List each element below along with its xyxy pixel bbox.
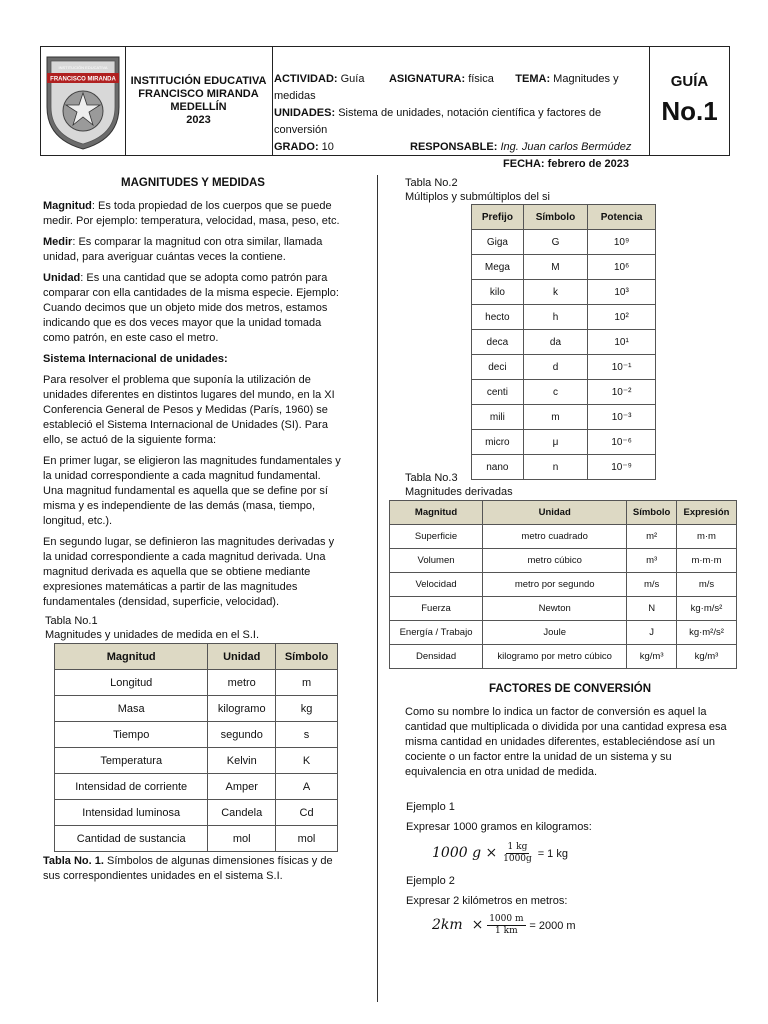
institution-city: MEDELLÍN — [170, 101, 227, 113]
left-column — [43, 176, 343, 616]
table-derived-magnitudes — [389, 500, 737, 669]
table-cell: k — [523, 280, 587, 305]
column-divider — [377, 175, 378, 1002]
table-cell: 10⁻⁹ — [588, 455, 656, 480]
example-1-equation — [432, 842, 736, 865]
fraction-numerator: 1000 m — [489, 914, 524, 924]
paragraph: Para resolver el problema que suponía la utilización de unidades diferentes en distintos lugares del mundo, en la XI Conferencia General de Pesos y Medidas (París, 1960) se estableció el Sistema Internacional de Unidades (SI). Para ello, se actuó de la siguiente forma: — [43, 374, 335, 446]
table-header-row — [390, 501, 737, 525]
example-text: Expresar 1000 gramos en kilogramos: — [406, 821, 592, 833]
table-cell: Amper — [208, 774, 276, 800]
table-row — [55, 722, 338, 748]
responsable-value: Ing. Juan carlos Bermúdez — [500, 141, 632, 153]
fraction — [501, 842, 534, 865]
table-row — [472, 380, 656, 405]
table-cell: Masa — [55, 696, 208, 722]
grado-value: 10 — [321, 141, 334, 153]
table-cell: K — [276, 748, 338, 774]
tema-value: Magnitudes y medidas — [274, 73, 619, 102]
table-cell: m — [276, 670, 338, 696]
fecha-label: FECHA: — [503, 158, 545, 170]
table-cell: Joule — [483, 621, 627, 645]
table-row — [390, 645, 737, 669]
table-cell: 10⁻¹ — [588, 355, 656, 380]
table-cell: kg·m²/s² — [676, 621, 736, 645]
term: Unidad — [43, 272, 81, 284]
table-cell: m/s — [676, 573, 736, 597]
table-cell: m/s — [627, 573, 677, 597]
table-cell: hecto — [472, 305, 524, 330]
unidad-definition — [43, 271, 343, 346]
definition: : Es una cantidad que se adopta como patrón para comparar con ella cantidades de la misma especie. Ejemplo: Cuando decimos que un objeto mide dos metros, estamos indicando que es dos veces mayor que la unidad tomada como patrón, en este caso el metro. — [43, 272, 339, 344]
table-cell: kilogramo por metro cúbico — [483, 645, 627, 669]
table-cell: 10¹ — [588, 330, 656, 355]
table-cell: Densidad — [390, 645, 483, 669]
table-cell: s — [276, 722, 338, 748]
asignatura-value: física — [468, 73, 494, 85]
table-cell: Kelvin — [208, 748, 276, 774]
column-header: Símbolo — [627, 501, 677, 525]
table-cell: 10⁻³ — [588, 405, 656, 430]
column-header: Potencia — [588, 205, 656, 230]
fraction-denominator: 1000g — [503, 854, 532, 864]
table-cell: deca — [472, 330, 524, 355]
table1-caption: Magnitudes y unidades de medida en el S.I. — [45, 629, 260, 641]
table-cell: m³ — [627, 549, 677, 573]
column-header: Magnitud — [390, 501, 483, 525]
table3-label: Tabla No.3 — [405, 472, 458, 484]
unidades-value: Sistema de unidades, notación científica y factores de conversión — [274, 107, 602, 136]
actividad-label: ACTIVIDAD: — [274, 73, 338, 85]
table-cell: segundo — [208, 722, 276, 748]
table-cell: J — [627, 621, 677, 645]
fraction-denominator: 1 km — [495, 926, 518, 936]
table-si-units — [54, 643, 338, 852]
table-header-row — [472, 205, 656, 230]
institution-name — [125, 47, 273, 155]
table-row — [472, 405, 656, 430]
si-heading: Sistema Internacional de unidades: — [43, 353, 228, 365]
fraction-numerator: 1 kg — [507, 842, 528, 852]
table3-heading — [405, 471, 513, 499]
table-cell: Giga — [472, 230, 524, 255]
fraction — [487, 914, 525, 937]
table1-heading — [45, 614, 259, 642]
table-cell: h — [523, 305, 587, 330]
table-cell: Cd — [276, 800, 338, 826]
fecha-value: febrero de 2023 — [547, 158, 629, 170]
table-cell: d — [523, 355, 587, 380]
table-cell: Candela — [208, 800, 276, 826]
table-row — [55, 670, 338, 696]
table-cell: Volumen — [390, 549, 483, 573]
table-row — [472, 430, 656, 455]
grado-label: GRADO: — [274, 141, 319, 153]
responsable-label: RESPONSABLE: — [410, 141, 498, 153]
example-label: Ejemplo 1 — [406, 801, 455, 813]
column-header: Expresión — [676, 501, 736, 525]
table-row — [472, 230, 656, 255]
magnitud-definition — [43, 199, 343, 229]
table-row — [390, 573, 737, 597]
table-cell: kg·m/s² — [676, 597, 736, 621]
guide-number: No.1 — [661, 96, 718, 126]
equation-lhs: 1000 g × — [432, 845, 498, 862]
table-row — [55, 800, 338, 826]
table-cell: Tiempo — [55, 722, 208, 748]
column-header: Unidad — [208, 644, 276, 670]
table-cell: A — [276, 774, 338, 800]
info-row-3 — [274, 139, 649, 156]
table-cell: m·m·m — [676, 549, 736, 573]
example-label: Ejemplo 2 — [406, 875, 455, 887]
table-row — [55, 696, 338, 722]
actividad-value: Guía — [340, 73, 365, 85]
conversion-text: Como su nombre lo indica un factor de conversión es aquel la cantidad que multiplicada o dividida por una cantidad expresa esa misma cantidad en unidades diferentes, estableciéndose así un cociente o un factor entre la unidad de un sistema y su equivalencia en otra unidad de medida. — [405, 706, 727, 778]
example-text: Expresar 2 kilómetros en metros: — [406, 895, 568, 907]
table-cell: metro cúbico — [483, 549, 627, 573]
table-header-row — [55, 644, 338, 670]
table-cell: Newton — [483, 597, 627, 621]
table1-note-text: Símbolos de algunas dimensiones físicas y de sus correspondientes unidades en el sistema S.I. — [43, 855, 333, 882]
logo-top-text: INSTITUCIÓN EDUCATIVA — [58, 65, 108, 70]
table-cell: kilogramo — [208, 696, 276, 722]
medir-definition — [43, 235, 343, 265]
table-cell: G — [523, 230, 587, 255]
info-row-2 — [274, 105, 649, 139]
table-cell: M — [523, 255, 587, 280]
table-cell: kg — [276, 696, 338, 722]
table-row — [390, 597, 737, 621]
responsable-group — [410, 139, 631, 156]
info-row-1 — [274, 71, 649, 105]
table-cell: kg/m³ — [676, 645, 736, 669]
table-row — [55, 748, 338, 774]
table-row — [390, 525, 737, 549]
column-header: Magnitud — [55, 644, 208, 670]
definition: : Es comparar la magnitud con otra similar, llamada unidad, para averiguar cuántas veces la contiene. — [43, 236, 323, 263]
guide-label: GUÍA — [670, 73, 709, 90]
table-cell: 10⁹ — [588, 230, 656, 255]
table-cell: centi — [472, 380, 524, 405]
table-cell: Cantidad de sustancia — [55, 826, 208, 852]
header — [40, 46, 730, 170]
table-cell: nano — [472, 455, 524, 480]
table-cell: Intensidad luminosa — [55, 800, 208, 826]
activity-info — [272, 47, 650, 170]
table-cell: da — [523, 330, 587, 355]
table-row — [55, 774, 338, 800]
table-cell: Superficie — [390, 525, 483, 549]
table-cell: mili — [472, 405, 524, 430]
section-title: MAGNITUDES Y MEDIDAS — [121, 177, 265, 189]
table2-heading — [405, 176, 550, 204]
table-cell: n — [523, 455, 587, 480]
tema-label: TEMA: — [515, 73, 551, 85]
example-1 — [406, 800, 736, 865]
table-cell: m·m — [676, 525, 736, 549]
table-cell: metro por segundo — [483, 573, 627, 597]
table-cell: kilo — [472, 280, 524, 305]
school-crest-logo — [41, 47, 125, 155]
conversion-title: FACTORES DE CONVERSIÓN — [488, 683, 652, 695]
paragraph: En segundo lugar, se definieron las magnitudes derivadas y la unidad correspondiente a cada magnitud derivada. Una magnitud derivada es aquella que se obtiene mediante expresiones matemáticas a partir de las magnitudes fundamentales (densidad, superficie, velocidad). — [43, 536, 335, 608]
table-cell: 10⁻⁶ — [588, 430, 656, 455]
equation-lhs: 2km × — [432, 917, 484, 934]
table-row — [390, 549, 737, 573]
table1-note — [43, 854, 343, 884]
table1-label: Tabla No.1 — [45, 615, 98, 627]
asignatura-label: ASIGNATURA: — [388, 73, 466, 85]
table-row — [472, 255, 656, 280]
table-prefixes — [471, 204, 656, 480]
table-cell: m² — [627, 525, 677, 549]
conversion-section — [405, 682, 735, 786]
table-cell: 10⁶ — [588, 255, 656, 280]
table-row — [472, 305, 656, 330]
example-2-equation — [432, 914, 736, 937]
table-cell: m — [523, 405, 587, 430]
table-cell: Mega — [472, 255, 524, 280]
institution-line: INSTITUCIÓN EDUCATIVA — [130, 75, 267, 87]
institution-year: 2023 — [186, 114, 211, 126]
table-cell: Fuerza — [390, 597, 483, 621]
table-row — [390, 621, 737, 645]
table-row — [472, 280, 656, 305]
table-cell: N — [627, 597, 677, 621]
table-cell: Longitud — [55, 670, 208, 696]
table-cell: deci — [472, 355, 524, 380]
term: Medir — [43, 236, 73, 248]
table2-label: Tabla No.2 — [405, 177, 458, 189]
table-cell: 10⁻² — [588, 380, 656, 405]
column-header: Símbolo — [523, 205, 587, 230]
table-cell: Intensidad de corriente — [55, 774, 208, 800]
table-row — [472, 355, 656, 380]
paragraph: En primer lugar, se eligieron las magnitudes fundamentales y la unidad correspondiente a cada magnitud fundamental. Una magnitud fundamental es aquella que se define por sí misma y es independiente de las demás (masa, tiempo, longitud, etc.). — [43, 455, 341, 527]
table-cell: μ — [523, 430, 587, 455]
table-cell: metro — [208, 670, 276, 696]
table-cell: c — [523, 380, 587, 405]
equation-rhs: = 1 kg — [537, 848, 568, 861]
table-cell: micro — [472, 430, 524, 455]
table1-note-label: Tabla No. 1. — [43, 855, 104, 867]
unidades-label: UNIDADES: — [274, 107, 336, 119]
table2-caption: Múltiplos y submúltiplos del si — [405, 191, 550, 203]
term: Magnitud — [43, 200, 92, 212]
equation-rhs: = 2000 m — [529, 920, 576, 933]
table-cell: 10³ — [588, 280, 656, 305]
table-row — [55, 826, 338, 852]
institution-line: FRANCISCO MIRANDA — [138, 88, 259, 100]
logo-band-text: FRANCISCO MIRANDA — [50, 76, 116, 83]
table-row — [472, 330, 656, 355]
definition: : Es toda propiedad de los cuerpos que se puede medir. Por ejemplo: temperatura, velocidad, masa, peso, etc. — [43, 200, 340, 227]
table-cell: 10² — [588, 305, 656, 330]
table-cell: Velocidad — [390, 573, 483, 597]
info-row-4 — [274, 156, 649, 173]
example-2 — [406, 874, 736, 937]
table-cell: Temperatura — [55, 748, 208, 774]
table-cell: Energía / Trabajo — [390, 621, 483, 645]
table3-caption: Magnitudes derivadas — [405, 486, 513, 498]
logo-cell — [41, 47, 126, 155]
column-header: Símbolo — [276, 644, 338, 670]
table-cell: mol — [208, 826, 276, 852]
table-cell: mol — [276, 826, 338, 852]
column-header: Prefijo — [472, 205, 524, 230]
table-cell: metro cuadrado — [483, 525, 627, 549]
guide-number-box — [650, 47, 729, 155]
column-header: Unidad — [483, 501, 627, 525]
table-cell: kg/m³ — [627, 645, 677, 669]
